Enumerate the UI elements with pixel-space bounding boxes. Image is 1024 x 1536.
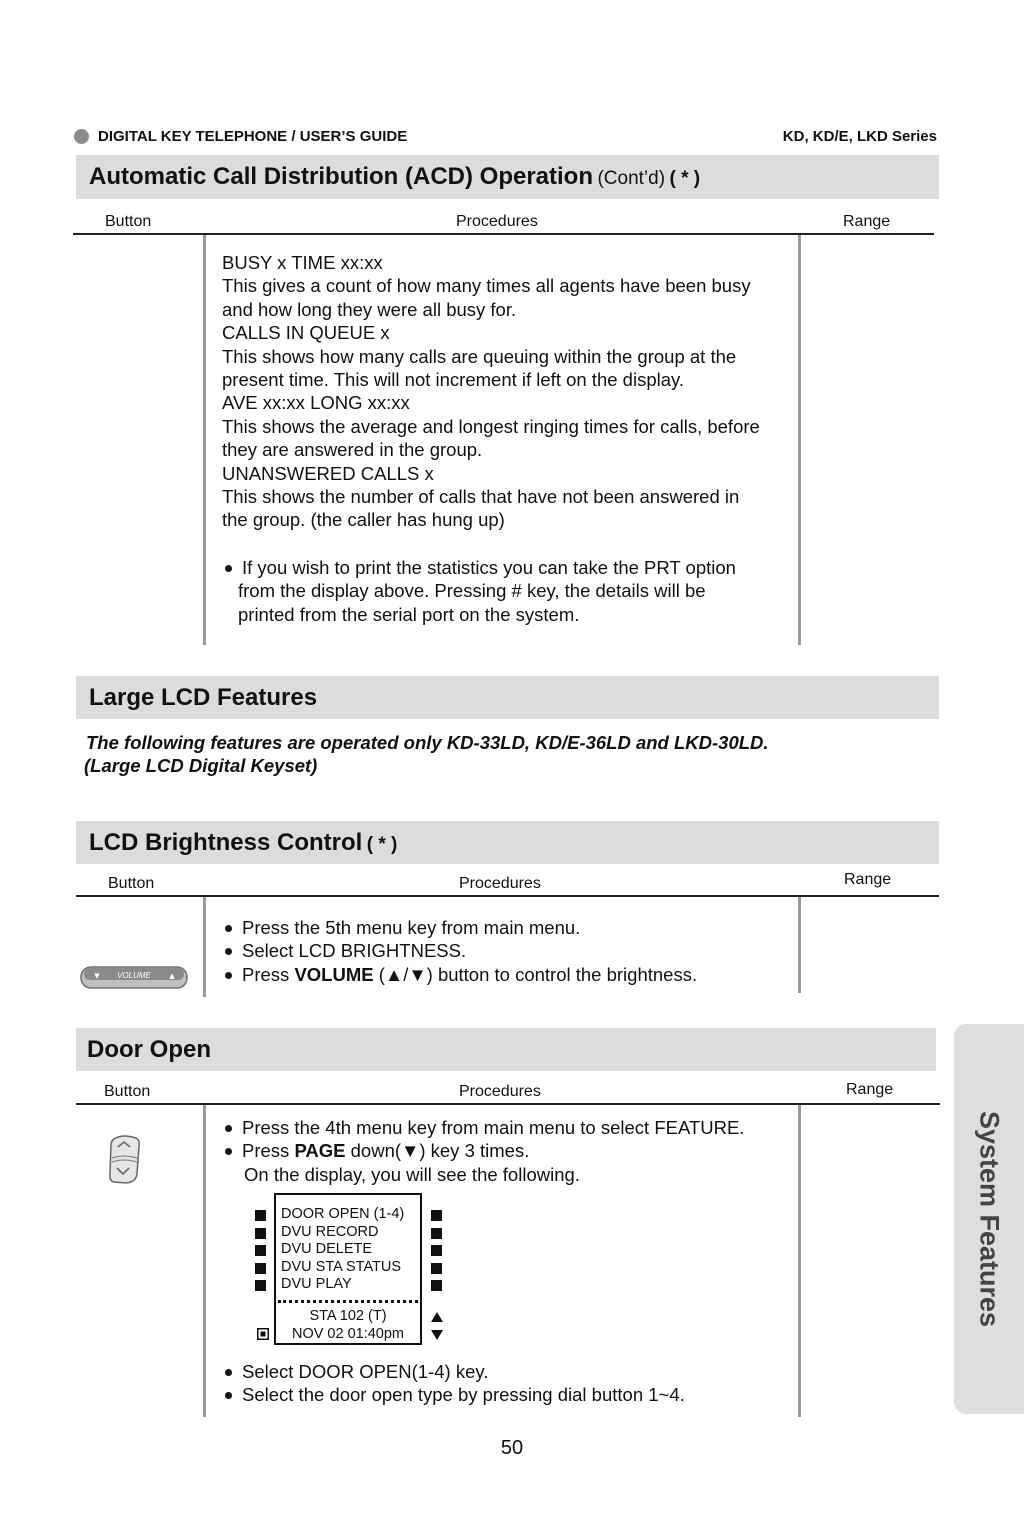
side-tab-label: System Features [974,1110,1005,1328]
list-item [222,556,736,579]
bullet-dot-icon [225,1125,232,1132]
bullet-dot-icon [225,565,232,572]
page-number: 50 [500,1437,524,1459]
door-open-title: Door Open [87,1036,211,1063]
square-key-icon [255,1280,266,1291]
lcd-menu-item: DVU STA STATUS [281,1258,402,1275]
acd-print-note [222,556,736,626]
brightness-col-button: Button [108,875,155,892]
acd-procedure-text [222,251,760,532]
door-item-2-post: down(▼) key 3 times. [345,1140,530,1162]
door-col-button: Button [104,1083,151,1100]
door-procedure-list [222,1116,744,1186]
bullet-dot-icon [225,925,232,932]
lcd-menu-item: DVU DELETE [281,1241,373,1257]
brightness-title: LCD Brightness Control [89,829,363,856]
acd-divider-left [203,235,206,645]
list-item [222,1116,744,1139]
brightness-item-3-bold: VOLUME [294,963,374,985]
door-open-section-bar [76,1028,936,1071]
door-col-range: Range [846,1081,894,1098]
header-bullet-icon [74,129,89,144]
acd-col-range: Range [843,213,891,230]
side-tab-system-features [954,1024,1024,1414]
door-item-2-bold: PAGE [294,1140,346,1162]
bullet-dot-icon [225,1392,232,1399]
list-item [222,1139,744,1162]
acd-cont: (Cont’d) [597,168,666,189]
brightness-item-3-post: (▲/▼) button to control the brightness. [373,963,698,985]
square-key-icon [255,1245,266,1256]
acd-line: they are answered in the group. [222,439,483,461]
square-key-icon [255,1263,266,1274]
lcd-status-date: NOV 02 01:40pm [291,1326,405,1342]
hold-key-icon [257,1328,269,1340]
door-item-2-cont: On the display, you will see the following. [244,1163,580,1185]
acd-section-bar [76,155,939,199]
acd-title: Automatic Call Distribution (ACD) Operation [89,163,593,190]
acd-line: This shows how many calls are queuing within the group at the [222,345,737,367]
list-item [222,916,697,939]
page-key-icon[interactable] [106,1134,142,1186]
lcd-menu [281,1206,404,1294]
square-key-icon [431,1228,442,1239]
list-item [222,1360,685,1383]
square-key-icon [431,1280,442,1291]
brightness-item-2: Select LCD BRIGHTNESS. [242,940,467,962]
acd-col-procedures: Procedures [456,213,538,230]
acd-line: and how long they were all busy for. [222,298,517,320]
door-item-2-pre: Press [242,1140,295,1162]
door-item-3: Select DOOR OPEN(1-4) key. [242,1361,489,1382]
arrow-down-icon [431,1330,443,1340]
door-procedure-list-2 [222,1360,685,1407]
bullet-dot-icon [225,1148,232,1155]
lcd-menu-item: DVU PLAY [281,1276,352,1292]
brightness-star: ( * ) [366,834,398,855]
svg-text:▼: ▼ [94,972,100,980]
volume-key-label: VOLUME [117,971,151,980]
acd-star: ( * ) [669,168,701,189]
acd-line: BUSY x TIME xx:xx [222,252,383,273]
list-item [222,939,697,962]
header-guide-title: DIGITAL KEY TELEPHONE / USER’S GUIDE [98,128,408,145]
door-divider-right [798,1105,801,1417]
square-key-icon [255,1210,266,1221]
svg-text:▲: ▲ [169,972,175,980]
acd-col-button: Button [105,213,152,230]
arrow-up-icon [431,1312,443,1322]
acd-divider-right [798,235,801,645]
bullet-dot-icon [225,948,232,955]
header-series: KD, KD/E, LKD Series [782,128,937,145]
door-item-1: Press the 4th menu key from main menu to select FEATURE. [242,1117,745,1138]
acd-bullet-line: If you wish to print the statistics you can take the PRT option [242,557,736,578]
door-divider-left [203,1105,206,1417]
square-key-icon [431,1263,442,1274]
list-item [222,1383,685,1406]
brightness-procedure-list [222,916,697,986]
acd-line: CALLS IN QUEUE x [222,322,390,344]
acd-line: This shows the number of calls that have not been answered in [222,485,740,507]
bullet-dot-icon [225,1369,232,1376]
brightness-col-range: Range [844,871,892,888]
door-col-procedures: Procedures [459,1083,541,1100]
acd-line: present time. This will not increment if left on the display. [222,368,685,390]
acd-line: This shows the average and longest ringing times for calls, before [222,415,760,437]
acd-line: the group. (the caller has hung up) [222,509,505,531]
acd-bullet-line: printed from the serial port on the system. [238,603,580,625]
square-key-icon [255,1228,266,1239]
acd-bullet-line: from the display above. Pressing # key, the details will be [238,580,706,602]
brightness-item-1: Press the 5th menu key from main menu. [242,917,581,938]
brightness-divider-left [203,897,206,997]
door-item-4: Select the door open type by pressing dial button 1~4. [242,1384,685,1406]
brightness-col-procedures: Procedures [459,875,541,892]
lcd-status-station: STA 102 (T) [309,1308,387,1324]
bullet-dot-icon [225,972,232,979]
volume-key-icon[interactable] [80,964,188,990]
lcd-menu-item: DOOR OPEN (1-4) [281,1206,405,1222]
list-item [222,963,697,986]
large-lcd-note-1: The following features are operated only KD-33LD, KD/E-36LD and LKD-30LD. [86,732,769,753]
brightness-divider-right [798,897,801,993]
acd-line: This gives a count of how many times all agents have been busy [222,275,751,297]
brightness-item-3-pre: Press [242,963,295,985]
large-lcd-note-2: (Large LCD Digital Keyset) [84,755,318,776]
large-lcd-section-bar [76,676,939,719]
lcd-separator [278,1300,418,1303]
square-key-icon [431,1210,442,1221]
acd-line: AVE xx:xx LONG xx:xx [222,392,410,414]
large-lcd-title: Large LCD Features [89,684,318,711]
square-key-icon [431,1245,442,1256]
acd-line: UNANSWERED CALLS x [222,462,434,484]
lcd-menu-item: DVU RECORD [281,1223,379,1240]
brightness-section-bar [76,821,939,864]
